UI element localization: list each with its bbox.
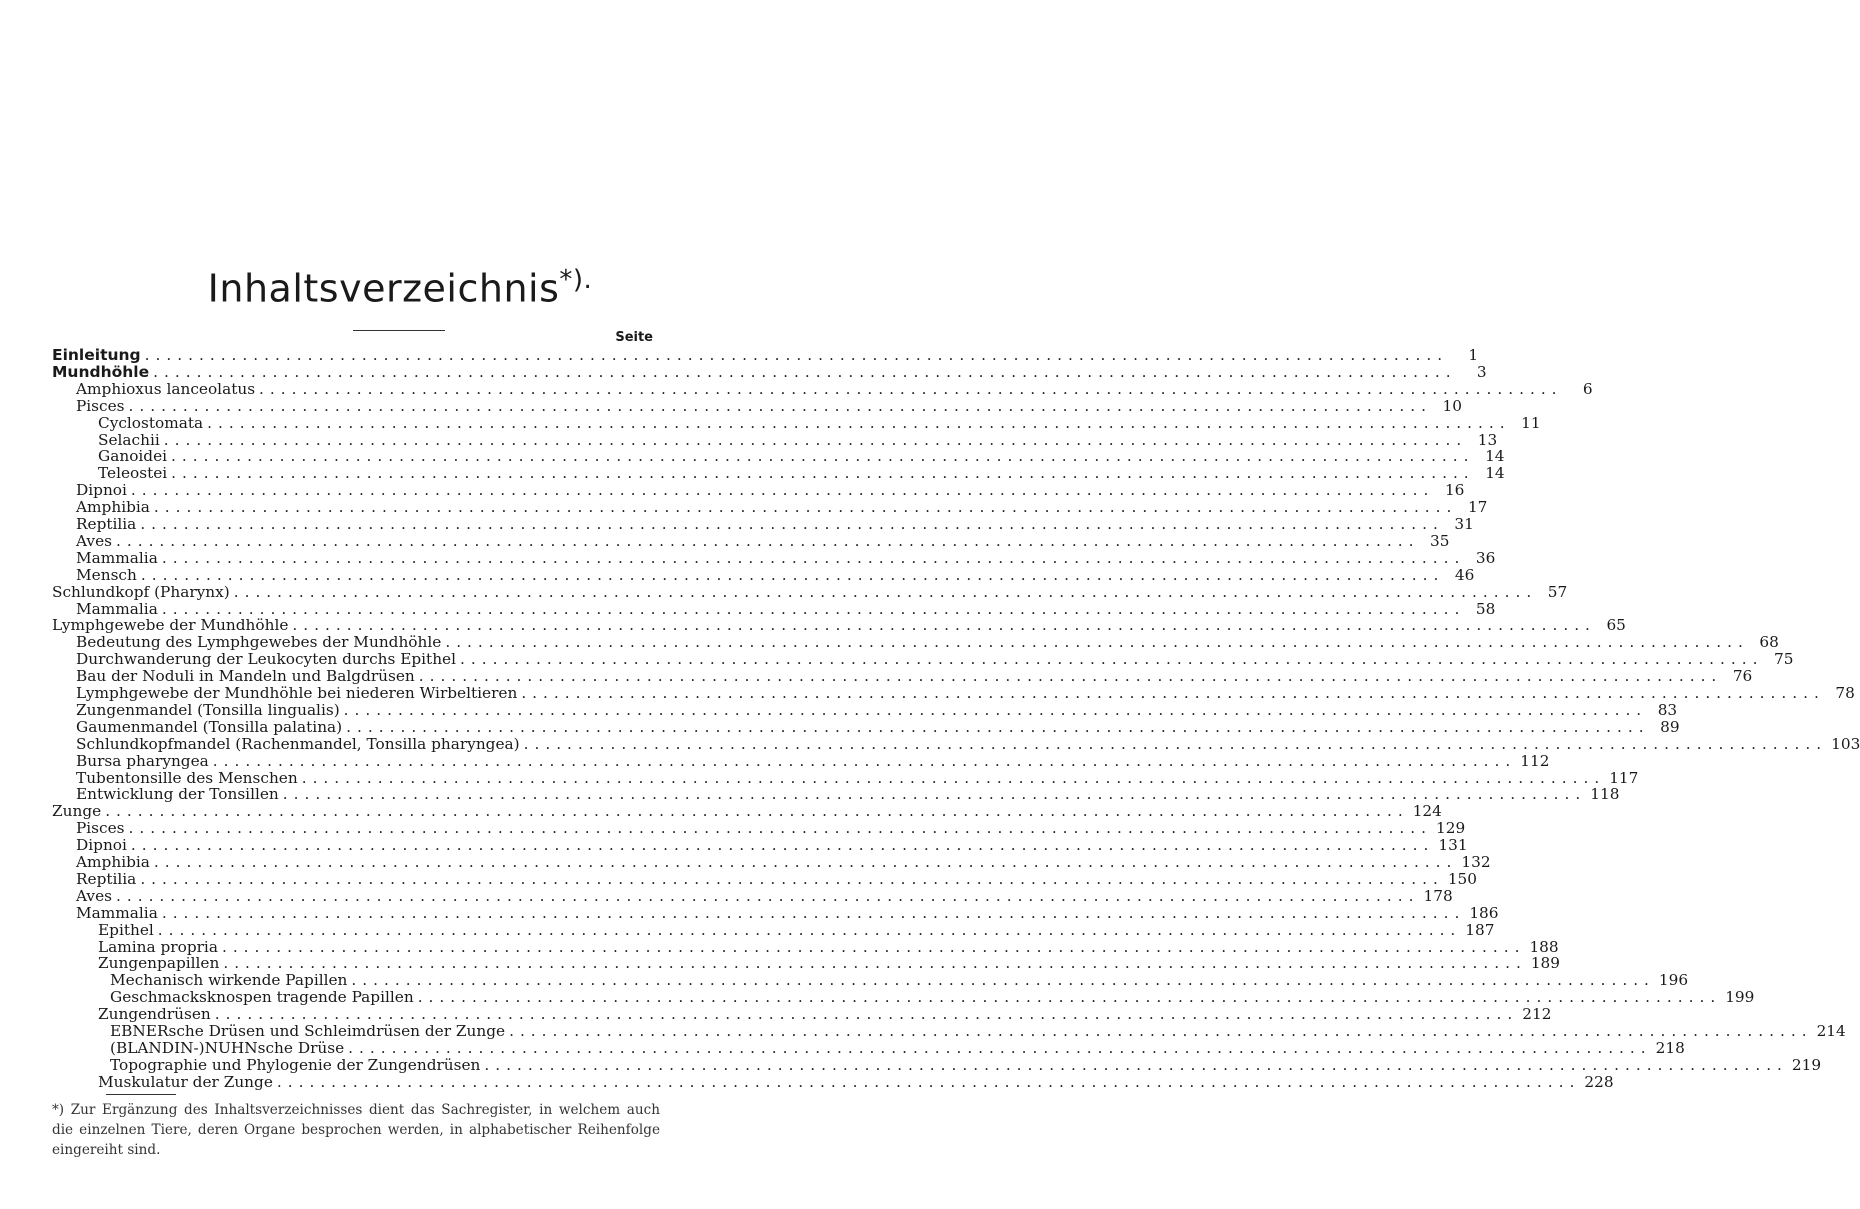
toc-entry-label: Einleitung (52, 346, 141, 364)
toc-entry-label: Amphioxus lanceolatus (76, 379, 256, 398)
toc-entry (76, 565, 1475, 584)
toc-entry-page: 199 (1725, 988, 1755, 1007)
toc-entry (98, 937, 1559, 956)
toc-entry (98, 430, 1498, 449)
toc-entry-label: Reptilia (76, 869, 137, 888)
toc-entry (76, 785, 1620, 804)
toc-entry-label: Pisces (76, 396, 125, 415)
toc-entry-label: Mammalia (76, 599, 158, 618)
toc-entry (76, 396, 1463, 415)
toc-entry (98, 1072, 1614, 1091)
toc-entry (52, 582, 1568, 601)
toc-entry-page: 219 (1791, 1055, 1822, 1074)
leader-dots: ........................................................................................................................ (521, 684, 1825, 702)
toc-entry-label: Bedeutung des Lymphgewebes der Mundhöhle (76, 633, 442, 652)
leader-dots: ........................................................................................................................ (171, 464, 1475, 483)
toc-entry (76, 819, 1466, 838)
toc-entry (76, 734, 1860, 753)
leader-dots: ........................................................................................................................ (207, 413, 1511, 432)
toc-entry (76, 903, 1499, 922)
leader-dots: ........................................................................................................................ (484, 1055, 1788, 1074)
leader-dots: ........................................................................................................................ (130, 836, 1435, 855)
leader-dots: ........................................................................................................................ (153, 498, 1458, 517)
toc-entry-label: Schlundkopf (Pharynx) (52, 582, 230, 601)
toc-entry-label: Tubentonsille des Menschen (76, 768, 298, 787)
toc-entry-page: 76 (1732, 667, 1753, 686)
toc-entry-page: 1 (1468, 346, 1479, 364)
toc-entry-page: 13 (1477, 430, 1498, 449)
toc-entry (76, 531, 1450, 550)
toc-entry-page: 57 (1547, 582, 1568, 601)
leader-dots: ........................................................................................................................ (214, 1005, 1519, 1024)
leader-dots: ........................................................................................................................ (292, 616, 1596, 635)
footnote-marker: *). (559, 265, 593, 295)
toc-entry-label: Epithel (98, 920, 154, 939)
toc-entry-label: Bau der Noduli in Mandeln und Balgdrüsen (76, 667, 415, 686)
toc-entry-page: 218 (1655, 1038, 1685, 1057)
toc-entry-label: Bursa pharyngea (76, 751, 209, 770)
toc-entry-page: 131 (1438, 836, 1468, 855)
page-title (0, 265, 800, 311)
toc-entry (76, 768, 1639, 787)
leader-dots: ........................................................................................................................ (346, 717, 1650, 736)
toc-entry-page: 196 (1658, 971, 1689, 990)
toc-entry-label: Ganoidei (98, 447, 168, 466)
toc-entry (76, 650, 1794, 669)
leader-dots: ........................................................................................................................ (115, 531, 1420, 550)
leader-dots: ........................................................................................................................ (161, 903, 1466, 922)
toc-entry (76, 684, 1855, 702)
title-text: Inhaltsverzeichnis (207, 266, 560, 311)
toc-entry-page: 78 (1835, 684, 1855, 702)
leader-dots: ........................................................................................................................ (161, 548, 1466, 567)
toc-entry-label: Selachii (98, 430, 160, 449)
toc-entry (52, 346, 1479, 364)
toc-entry-page: 228 (1584, 1072, 1614, 1091)
toc-entry-page: 103 (1831, 734, 1860, 753)
toc-entry-label: Mensch (76, 565, 137, 584)
toc-entry (76, 481, 1465, 500)
toc-entry-page: 214 (1816, 1022, 1846, 1040)
toc-entry-page: 16 (1444, 481, 1465, 500)
leader-dots: ........................................................................................................................ (163, 430, 1468, 449)
toc-entry (76, 515, 1474, 533)
toc-entry-label: Aves (76, 531, 112, 550)
leader-dots: ........................................................................................................................ (157, 920, 1462, 939)
toc-entry-page: 65 (1606, 616, 1626, 635)
toc-entry-page: 112 (1520, 751, 1550, 770)
leader-dots: ........................................................................................................................ (282, 785, 1587, 804)
leader-dots: ........................................................................................................................ (128, 396, 1433, 415)
leader-dots: ........................................................................................................................ (509, 1022, 1813, 1040)
page-column-header: Seite (615, 330, 653, 345)
toc-entry-label: Lymphgewebe der Mundhöhle bei niederen Wirbeltieren (76, 684, 518, 702)
leader-dots: ........................................................................................................................ (140, 869, 1444, 888)
toc-entry (76, 886, 1453, 905)
toc-entry-page: 10 (1442, 396, 1463, 415)
leader-dots: ........................................................................................................................ (140, 515, 1444, 533)
toc-entry-label: Lamina propria (98, 937, 218, 956)
toc-entry-label: Mundhöhle (52, 362, 150, 381)
toc-entry-label: Lymphgewebe der Mundhöhle (52, 616, 289, 635)
toc-entry-page: 68 (1759, 633, 1779, 652)
toc-entry-page: 189 (1530, 954, 1561, 973)
toc-entry-label: Mechanisch wirkende Papillen (110, 971, 348, 990)
toc-entry (52, 802, 1442, 821)
toc-entry-label: Zungenmandel (Tonsilla lingualis) (76, 700, 340, 719)
leader-dots: ........................................................................................................................ (130, 481, 1435, 500)
toc-entry (76, 751, 1550, 770)
toc-entry (98, 464, 1505, 483)
toc-entry-page: 3 (1476, 362, 1487, 381)
leader-dots: ........................................................................................................................ (153, 853, 1458, 871)
leader-dots: ........................................................................................................................ (153, 362, 1457, 381)
leader-dots: ........................................................................................................................ (418, 667, 1723, 686)
toc-entry-page: 212 (1522, 1005, 1552, 1024)
toc-entry-page: 35 (1430, 531, 1450, 550)
toc-entry-label: Topographie und Phylogenie der Zungendrüsen (110, 1055, 481, 1074)
toc-entry-label: Mammalia (76, 548, 158, 567)
leader-dots: ........................................................................................................................ (105, 802, 1409, 821)
leader-dots: ........................................................................................................................ (301, 768, 1606, 787)
toc-entry-page: 75 (1774, 650, 1794, 669)
toc-entry-label: Reptilia (76, 515, 137, 533)
leader-dots: ........................................................................................................................ (351, 971, 1655, 990)
toc-entry-label: Entwicklung der Tonsillen (76, 785, 279, 804)
toc-entry-page: 11 (1521, 413, 1541, 432)
toc-entry (76, 700, 1678, 719)
toc-entry-page: 89 (1660, 717, 1680, 736)
toc-entry (98, 920, 1495, 939)
leader-dots: ........................................................................................................................ (233, 582, 1538, 601)
toc-entry-label: Amphibia (76, 498, 150, 517)
toc-entry-page: 17 (1467, 498, 1488, 517)
toc-entry-page: 129 (1436, 819, 1466, 838)
toc-entry (110, 1038, 1685, 1057)
leader-dots: ........................................................................................................................ (348, 1038, 1652, 1057)
leader-dots: ........................................................................................................................ (445, 633, 1749, 652)
toc-entry-page: 186 (1469, 903, 1499, 922)
toc-entry (98, 447, 1505, 466)
toc-entry-label: Schlundkopfmandel (Rachenmandel, Tonsilla pharyngea) (76, 734, 520, 753)
toc-entry-label: Dipnoi (76, 836, 127, 855)
toc-entry-page: 188 (1529, 937, 1559, 956)
toc-entry-page: 6 (1582, 379, 1593, 398)
toc-entry (76, 836, 1468, 855)
toc-entry-label: Zungendrüsen (98, 1005, 211, 1024)
leader-dots: ........................................................................................................................ (417, 988, 1722, 1007)
leader-dots: ........................................................................................................................ (343, 700, 1648, 719)
toc-entry (52, 616, 1626, 635)
leader-dots: ........................................................................................................................ (460, 650, 1764, 669)
toc-entry (98, 1005, 1552, 1024)
toc-entry-label: Zungenpapillen (98, 954, 220, 973)
footnote: *) Zur Ergänzung des Inhaltsverzeichnisses dient das Sachregister, in welchem auch die einzelnen Tiere, deren Organe besprochen werden, in alphabetischer Reihenfolge eingereiht sind. (52, 1102, 660, 1158)
leader-dots: ........................................................................................................................ (259, 379, 1563, 398)
toc-entry-page: 178 (1423, 886, 1453, 905)
toc-entry-label: Dipnoi (76, 481, 127, 500)
toc-entry-label: EBNERsche Drüsen und Schleimdrüsen der Zunge (110, 1022, 506, 1040)
leader-dots: ........................................................................................................................ (223, 954, 1527, 973)
toc-entry-page: 118 (1590, 785, 1620, 804)
toc-entry-page: 14 (1485, 464, 1505, 483)
leader-dots: ........................................................................................................................ (140, 565, 1445, 584)
toc-entry (98, 954, 1561, 973)
toc-entry (110, 971, 1689, 990)
toc-entry-page: 31 (1454, 515, 1474, 533)
toc-entry (76, 599, 1496, 618)
toc-entry-label: (BLANDIN-)NUHNsche Drüse (110, 1038, 345, 1057)
title-divider (353, 330, 445, 331)
leader-dots: ........................................................................................................................ (161, 599, 1466, 618)
toc-entry (110, 1055, 1822, 1074)
toc-entry-label: Cyclostomata (98, 413, 204, 432)
footnote-divider (106, 1094, 176, 1095)
toc-entry-page: 58 (1475, 599, 1496, 618)
leader-dots: ........................................................................................................................ (115, 886, 1420, 905)
toc-entry-page: 132 (1461, 853, 1491, 871)
toc-entry (76, 633, 1779, 652)
toc-entry-label: Teleostei (98, 464, 168, 483)
leader-dots: ........................................................................................................................ (212, 751, 1517, 770)
toc-entry-label: Geschmacksknospen tragende Papillen (110, 988, 414, 1007)
toc-entry-label: Mammalia (76, 903, 158, 922)
leader-dots: ........................................................................................................................ (221, 937, 1526, 956)
toc-entry-page: 14 (1485, 447, 1505, 466)
toc-entry-page: 83 (1657, 700, 1678, 719)
toc-entry (52, 362, 1487, 381)
toc-entry (76, 498, 1488, 517)
leader-dots: ........................................................................................................................ (171, 447, 1475, 466)
toc-entry-label: Muskulatur der Zunge (98, 1072, 273, 1091)
toc-entry-label: Durchwanderung der Leukocyten durchs Epithel (76, 650, 456, 669)
toc-entry (76, 379, 1593, 398)
toc-entry (76, 853, 1491, 871)
toc-entry (110, 988, 1755, 1007)
toc-entry-label: Gaumenmandel (Tonsilla palatina) (76, 717, 343, 736)
leader-dots: ........................................................................................................................ (128, 819, 1433, 838)
toc-entry-label: Amphibia (76, 853, 150, 871)
toc-entry-page: 150 (1447, 869, 1478, 888)
leader-dots: ........................................................................................................................ (523, 734, 1828, 753)
toc-entry (110, 1022, 1846, 1040)
toc-entry-label: Pisces (76, 819, 125, 838)
toc-entry-page: 46 (1454, 565, 1475, 584)
toc-entry-page: 117 (1609, 768, 1639, 787)
toc-entry-page: 36 (1475, 548, 1496, 567)
toc-entry-label: Zunge (52, 802, 102, 821)
toc-entry (76, 717, 1680, 736)
toc-entry (76, 548, 1496, 567)
toc-entry-label: Aves (76, 886, 112, 905)
toc-entry (76, 667, 1753, 686)
leader-dots: ........................................................................................................................ (276, 1072, 1581, 1091)
toc-entry (98, 413, 1541, 432)
leader-dots: ........................................................................................................................ (144, 346, 1449, 364)
toc-entry-page: 187 (1465, 920, 1495, 939)
toc-entry-page: 124 (1412, 802, 1442, 821)
toc-entry (76, 869, 1478, 888)
